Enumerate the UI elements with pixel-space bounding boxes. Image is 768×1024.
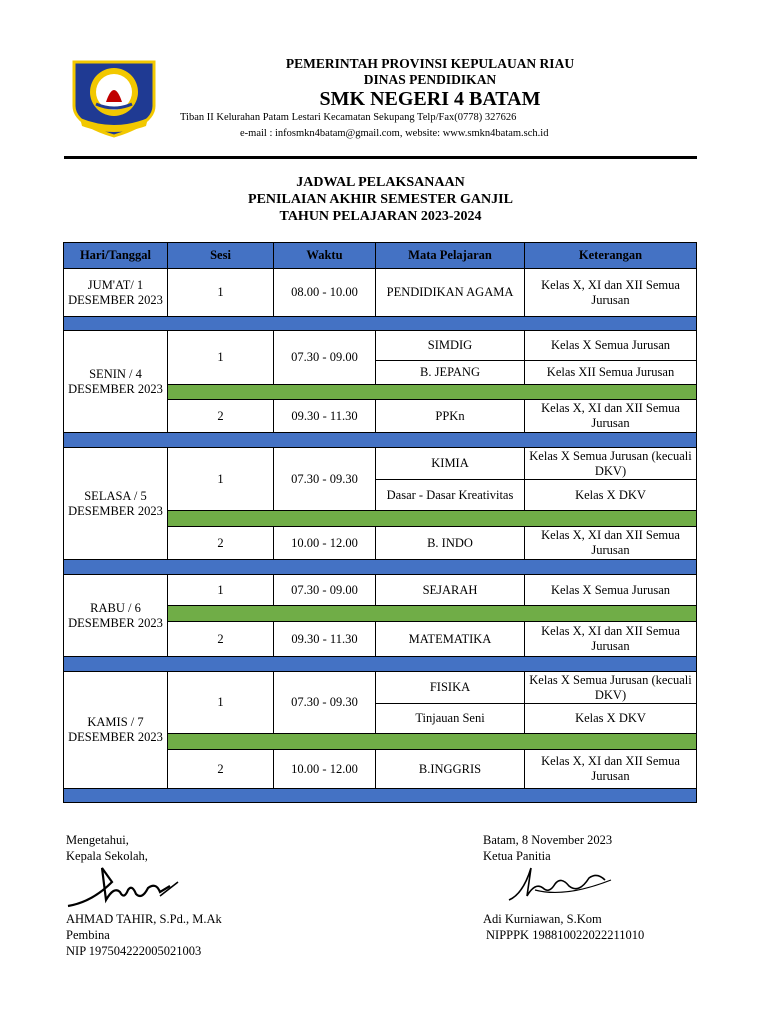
committee-id: NIPPPK 198810022022211010 [486, 928, 645, 942]
day-separator [63, 316, 697, 331]
col-header-waktu: Waktu [273, 242, 376, 269]
sesi-cell: 1 [167, 330, 274, 385]
waktu-cell: 10.00 - 12.00 [273, 526, 376, 560]
sesi-cell: 2 [167, 399, 274, 433]
ket-cell: Kelas XII Semua Jurusan [524, 360, 697, 385]
sesi-cell: 2 [167, 526, 274, 560]
col-header-mapel: Mata Pelajaran [375, 242, 525, 269]
day-separator [63, 559, 697, 575]
day-separator [63, 788, 697, 803]
mapel-cell: B.INGGRIS [375, 749, 525, 789]
mapel-cell: SIMDIG [375, 330, 525, 361]
sesi-cell: 2 [167, 621, 274, 657]
waktu-cell: 07.30 - 09.00 [273, 330, 376, 385]
school-contact: e-mail : infosmkn4batam@gmail.com, website: www.smkn4batam.sch.id [240, 128, 549, 139]
day-cell: SENIN / 4 DESEMBER 2023 [63, 330, 168, 433]
school-name: SMK NEGERI 4 BATAM [319, 88, 541, 110]
dept-line: DINAS PENDIDIKAN [363, 72, 497, 87]
session-separator [167, 384, 697, 400]
header-rule [64, 156, 697, 159]
day-cell: RABU / 6 DESEMBER 2023 [63, 574, 168, 657]
doc-title-1: JADWAL PELAKSANAAN [296, 175, 465, 190]
col-header-ket: Keterangan [524, 242, 697, 269]
session-separator [167, 510, 697, 527]
day-cell: SELASA / 5 DESEMBER 2023 [63, 447, 168, 560]
principal-name: AHMAD TAHIR, S.Pd., M.Ak [66, 912, 222, 926]
ket-cell: Kelas X, XI dan XII Semua Jurusan [524, 621, 697, 657]
mapel-cell: PENDIDIKAN AGAMA [375, 268, 525, 317]
day-separator [63, 432, 697, 448]
mapel-cell: Dasar - Dasar Kreativitas [375, 479, 525, 511]
doc-title-3: TAHUN PELAJARAN 2023-2024 [279, 209, 482, 224]
sesi-cell: 1 [167, 574, 274, 606]
principal-rank: Pembina [66, 928, 110, 942]
session-separator [167, 605, 697, 622]
principal-id: NIP 197504222005021003 [66, 944, 202, 958]
sign-left-line2: Kepala Sekolah, [66, 849, 148, 863]
committee-name: Adi Kurniawan, S.Kom [483, 912, 602, 926]
col-header-sesi: Sesi [167, 242, 274, 269]
schedule-table [63, 242, 697, 803]
waktu-cell: 07.30 - 09.30 [273, 447, 376, 511]
mapel-cell: FISIKA [375, 671, 525, 704]
sesi-cell: 1 [167, 671, 274, 734]
sign-left-line1: Mengetahui, [66, 833, 129, 847]
day-separator [63, 656, 697, 672]
ket-cell: Kelas X, XI dan XII Semua Jurusan [524, 399, 697, 433]
waktu-cell: 09.30 - 11.30 [273, 399, 376, 433]
ket-cell: Kelas X, XI dan XII Semua Jurusan [524, 268, 697, 317]
mapel-cell: MATEMATIKA [375, 621, 525, 657]
ket-cell: Kelas X Semua Jurusan [524, 330, 697, 361]
doc-title-2: PENILAIAN AKHIR SEMESTER GANJIL [248, 192, 513, 207]
ket-cell: Kelas X Semua Jurusan (kecuali DKV) [524, 447, 697, 480]
mapel-cell: PPKn [375, 399, 525, 433]
school-logo [66, 58, 162, 140]
mapel-cell: B. JEPANG [375, 360, 525, 385]
sesi-cell: 1 [167, 268, 274, 317]
waktu-cell: 09.30 - 11.30 [273, 621, 376, 657]
sesi-cell: 1 [167, 447, 274, 511]
mapel-cell: B. INDO [375, 526, 525, 560]
col-header-hari: Hari/Tanggal [63, 242, 168, 269]
waktu-cell: 10.00 - 12.00 [273, 749, 376, 789]
day-cell: JUM'AT/ 1 DESEMBER 2023 [63, 268, 168, 317]
waktu-cell: 08.00 - 10.00 [273, 268, 376, 317]
mapel-cell: Tinjauan Seni [375, 703, 525, 734]
mapel-cell: SEJARAH [375, 574, 525, 606]
waktu-cell: 07.30 - 09.30 [273, 671, 376, 734]
ket-cell: Kelas X Semua Jurusan [524, 574, 697, 606]
ket-cell: Kelas X Semua Jurusan (kecuali DKV) [524, 671, 697, 704]
waktu-cell: 07.30 - 09.00 [273, 574, 376, 606]
principal-signature [62, 862, 182, 912]
school-address: Tiban II Kelurahan Patam Lestari Kecamatan Sekupang Telp/Fax(0778) 327626 [180, 112, 517, 123]
ket-cell: Kelas X, XI dan XII Semua Jurusan [524, 749, 697, 789]
ket-cell: Kelas X DKV [524, 479, 697, 511]
day-cell: KAMIS / 7 DESEMBER 2023 [63, 671, 168, 789]
ket-cell: Kelas X, XI dan XII Semua Jurusan [524, 526, 697, 560]
sign-right-line2: Ketua Panitia [483, 849, 551, 863]
sign-right-line1: Batam, 8 November 2023 [483, 833, 613, 847]
ket-cell: Kelas X DKV [524, 703, 697, 734]
mapel-cell: KIMIA [375, 447, 525, 480]
committee-signature [505, 860, 615, 908]
sesi-cell: 2 [167, 749, 274, 789]
session-separator [167, 733, 697, 750]
gov-line: PEMERINTAH PROVINSI KEPULAUAN RIAU [285, 56, 575, 71]
